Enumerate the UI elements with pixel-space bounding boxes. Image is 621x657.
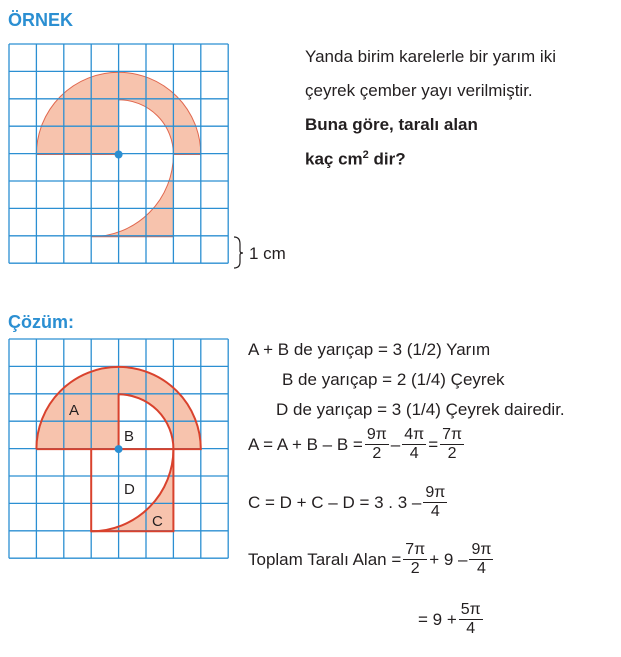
solution-heading: Çözüm: — [8, 312, 74, 332]
region-label-d: D — [124, 481, 135, 498]
example-center-dot — [115, 151, 123, 159]
region-label-a: A — [69, 402, 80, 419]
solution-figure — [9, 339, 228, 558]
example-text-line2: çeyrek çember yayı verilmiştir. — [305, 81, 533, 100]
region-label-b: B — [124, 428, 135, 445]
example-question-line2: kaç $cm^2$ dir? — [305, 149, 406, 169]
unit-label: 1 cm — [249, 244, 286, 263]
equation-total: Toplam Taralı Alan = $\frac{7\pi}{2}$ + 9 – $\frac{9\pi}{4}$ — [248, 541, 492, 578]
example-text-line1: Yanda birim karelerle bir yarım iki — [305, 47, 556, 66]
example-heading: ÖRNEK — [8, 10, 74, 30]
example-question-line1: Buna göre, taralı alan — [305, 115, 478, 134]
region-label-c: C — [152, 513, 163, 530]
unit-brace — [234, 237, 243, 268]
solution-line1: A + B de yarıçap = 3 (1/2) Yarım — [248, 340, 491, 359]
solution-center-dot — [115, 445, 123, 453]
equation-final: = 9 + $\frac{5\pi}{4}$ — [418, 601, 481, 638]
equation-c: C = D + C – D = 3 . 3 – $\frac{9\pi}{4}$ — [248, 484, 446, 521]
solution-line2: B de yarıçap = 2 (1/4) Çeyrek — [282, 370, 505, 389]
solution-line3: D de yarıçap = 3 (1/4) Çeyrek dairedir. — [276, 400, 565, 419]
equation-a: A = A + B – B = $\frac{9\pi}{2}$ – $\frac{4\pi}{4}$ = $\frac{7\pi}{2}$ — [248, 426, 463, 463]
example-figure — [9, 44, 243, 268]
